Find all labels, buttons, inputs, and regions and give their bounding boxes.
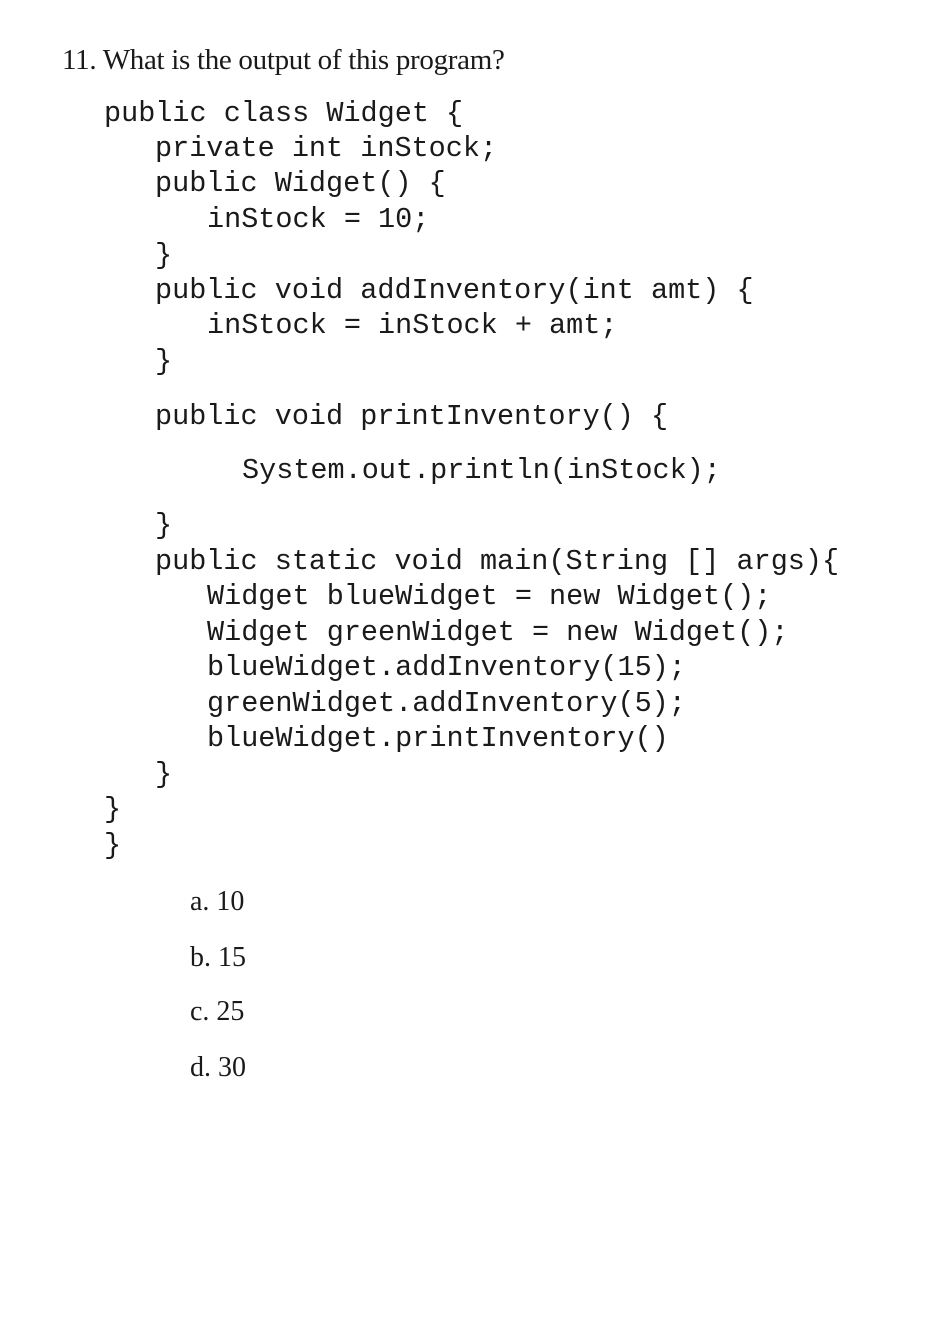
code-line: private int inStock; <box>155 132 498 165</box>
code-line: public void printInventory() { <box>155 400 669 433</box>
code-line: greenWidget.addInventory(5); <box>207 687 686 720</box>
code-line: } <box>104 793 122 826</box>
option-d: d. 30 <box>190 1052 246 1083</box>
code-line: inStock = inStock + amt; <box>207 309 618 342</box>
code-line: } <box>104 829 122 862</box>
option-b: b. 15 <box>190 942 246 973</box>
code-line: } <box>155 345 173 378</box>
code-line: System.out.println(inStock); <box>242 454 721 487</box>
code-line: public Widget() { <box>155 167 446 200</box>
code-line: } <box>155 509 173 542</box>
question-title: 11. What is the output of this program? <box>62 44 505 76</box>
code-line: Widget greenWidget = new Widget(); <box>207 616 789 649</box>
code-line: blueWidget.addInventory(15); <box>207 651 686 684</box>
code-line: } <box>155 758 173 791</box>
option-a: a. 10 <box>190 886 245 917</box>
code-line: inStock = 10; <box>207 203 430 236</box>
option-c: c. 25 <box>190 996 245 1027</box>
code-line: public class Widget { <box>104 97 464 130</box>
code-line: } <box>155 239 173 272</box>
code-line: Widget blueWidget = new Widget(); <box>207 580 772 613</box>
code-line: blueWidget.printInventory() <box>207 722 669 755</box>
code-line: public void addInventory(int amt) { <box>155 274 754 307</box>
code-line: public static void main(String [] args){ <box>155 545 840 578</box>
